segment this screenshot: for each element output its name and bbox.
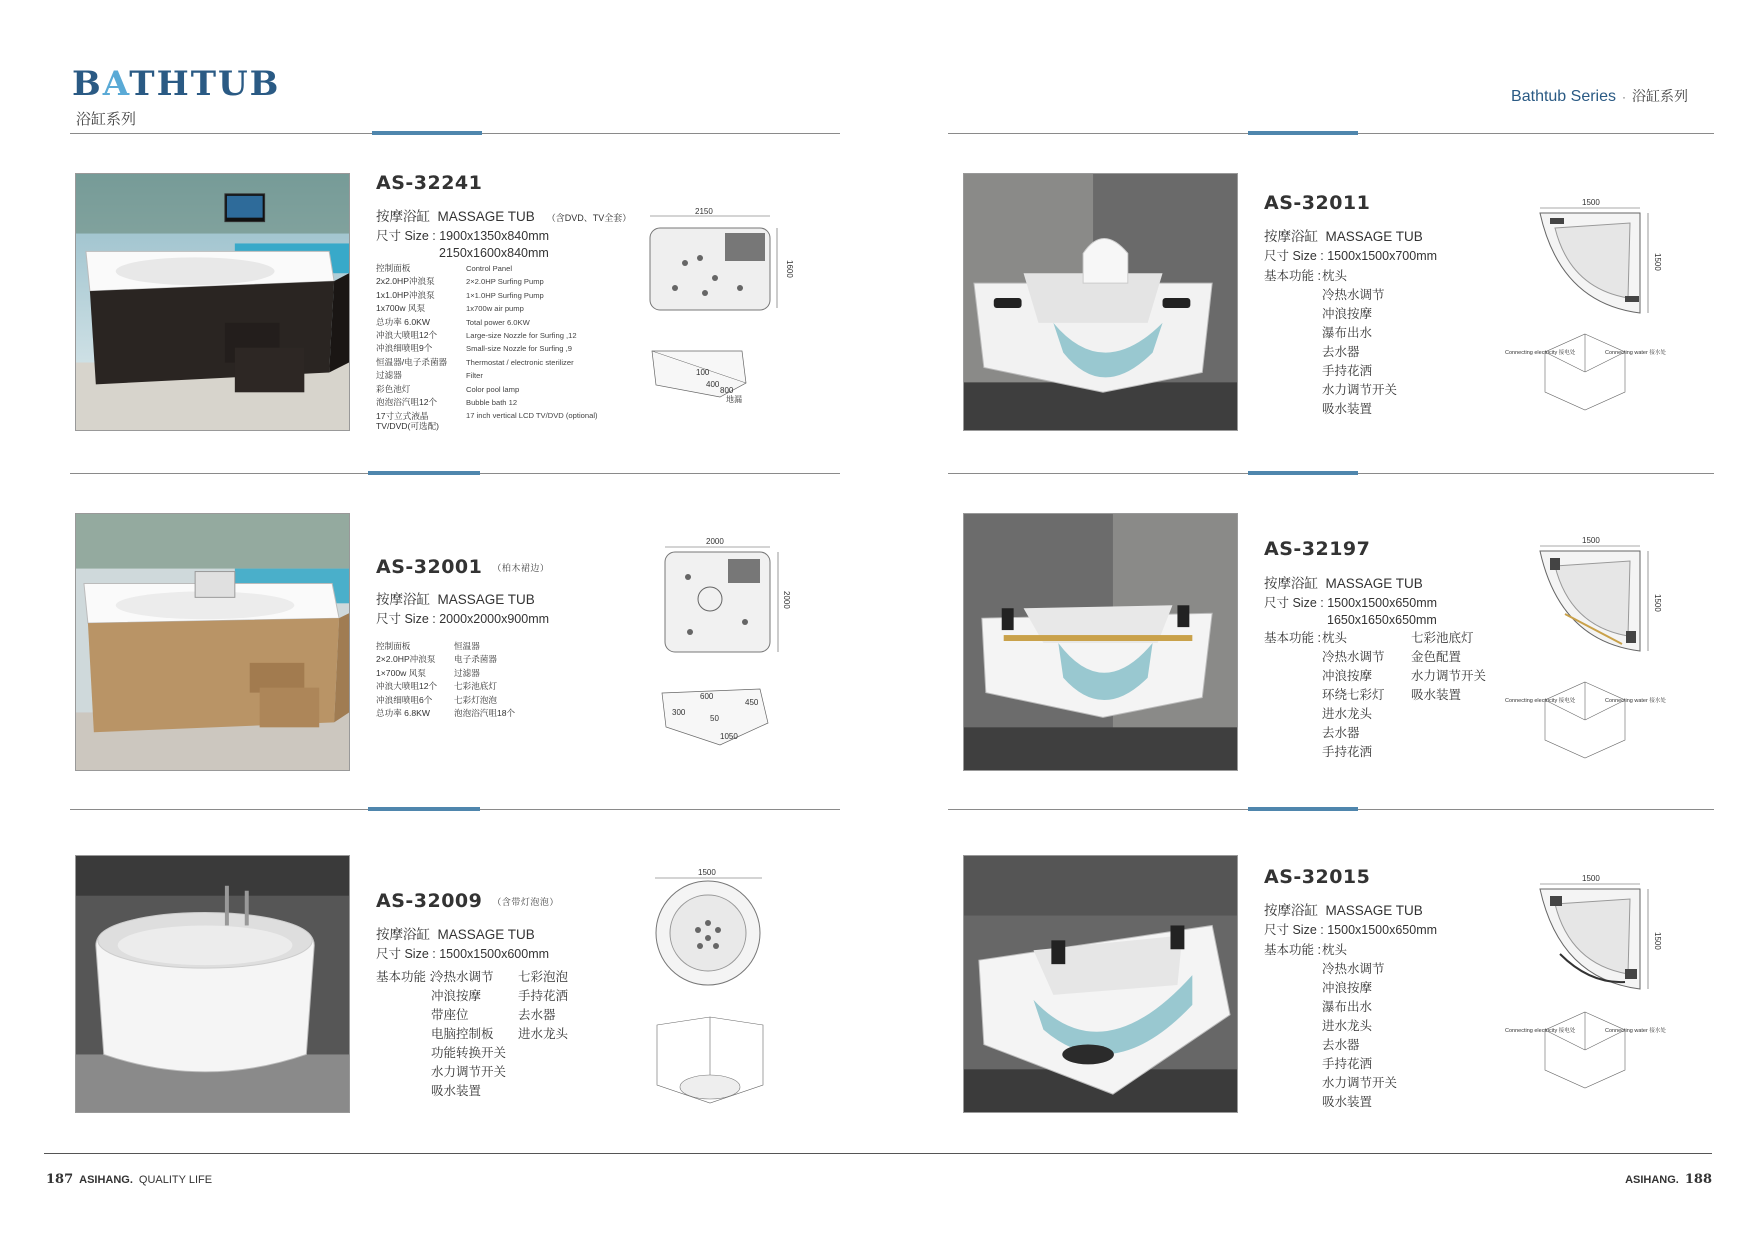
spec-cn: 泡泡浴汽咀12个 — [376, 397, 438, 408]
function-item: 枕头 — [1322, 269, 1348, 283]
product-photo-as-32241 — [75, 173, 350, 431]
spec-row — [376, 316, 636, 329]
spec-list — [376, 640, 576, 720]
spec-cn-2: 七彩池底灯 — [454, 681, 497, 692]
model-code: AS-32009 — [376, 890, 483, 912]
function-item: 带座位 — [431, 1008, 469, 1022]
spec-row — [376, 262, 636, 275]
type-cn: 按摩浴缸 — [376, 209, 430, 224]
footer-divider — [44, 1153, 1712, 1154]
series-dot: · — [1622, 90, 1626, 104]
model-number: AS-32241 — [376, 172, 483, 194]
function-item: 冲浪按摩 — [1322, 981, 1373, 995]
spec-cn: 冲浪细喷咀6个 — [376, 694, 433, 705]
spec-cn-2: 泡泡浴汽咀18个 — [454, 708, 516, 719]
model-number — [376, 556, 549, 578]
type-en: MASSAGE TUB — [1325, 903, 1423, 918]
dim-height: 1500 — [1653, 932, 1662, 950]
catalog-title — [72, 64, 280, 104]
spec-cn: 冲浪细喷咀9个 — [376, 343, 433, 354]
spec-cn: 2×2.0HP冲浪泵 — [376, 654, 436, 665]
dim-label: 1050 — [720, 732, 738, 741]
function-column — [518, 968, 568, 1044]
function-item: 瀑布出水 — [1322, 326, 1373, 340]
title-part: THTUB — [129, 64, 281, 104]
spec-row — [376, 667, 576, 680]
product-photo-as-32011 — [963, 173, 1238, 431]
title-accent-letter: A — [102, 64, 130, 104]
function-column — [431, 968, 506, 1101]
function-item: 去水器 — [1322, 345, 1360, 359]
function-item: 吸水装置 — [1322, 1095, 1373, 1109]
type-cn: 按摩浴缸 — [376, 592, 430, 607]
spec-row — [376, 369, 636, 382]
divider-accent — [372, 131, 482, 135]
divider-accent — [368, 471, 480, 475]
conn-electricity: Connecting electricity 接电处 — [1505, 350, 1576, 356]
product-type — [1264, 899, 1423, 919]
function-item: 进水龙头 — [1322, 1019, 1373, 1033]
dim-height: 1500 — [1653, 594, 1662, 612]
dim-width: 1500 — [698, 868, 716, 877]
type-en: MASSAGE TUB — [437, 592, 535, 607]
function-item: 去水器 — [1322, 1038, 1360, 1052]
function-item: 功能转换开关 — [431, 1046, 507, 1060]
dim-label: 50 — [710, 714, 719, 723]
spec-cn-2: 恒温器 — [454, 641, 480, 651]
function-item: 冷热水调节 — [1322, 962, 1385, 976]
size-label: 尺寸 Size : — [1264, 923, 1328, 937]
function-item: 吸水装置 — [1322, 402, 1373, 416]
function-item: 去水器 — [518, 1008, 556, 1022]
function-column — [1322, 941, 1397, 1112]
conn-water: Connecting water 接水处 — [1605, 1028, 1666, 1034]
dim-height: 1600 — [785, 260, 794, 278]
model-number: AS-32197 — [1264, 538, 1371, 560]
top-view-diagram — [1530, 536, 1660, 656]
product-photo-as-32015 — [963, 855, 1238, 1113]
conn-water: Connecting water 接水处 — [1605, 698, 1666, 704]
size-value: 2000x2000x900mm — [439, 612, 550, 626]
front-view-diagram — [650, 345, 750, 405]
install-diagram — [655, 1015, 765, 1105]
function-item: 环绕七彩灯 — [1322, 688, 1385, 702]
size-value: 1500x1500x600mm — [439, 947, 550, 961]
size-label: 尺寸 Size : — [1264, 596, 1328, 610]
function-item: 冲浪按摩 — [1322, 669, 1373, 683]
spec-en: Color pool lamp — [466, 384, 520, 394]
function-item: 电脑控制板 — [431, 1027, 494, 1041]
function-item: 手持花洒 — [1322, 364, 1373, 378]
size-value: 1650x1650x650mm — [1327, 613, 1437, 627]
footer-right — [1625, 1172, 1712, 1187]
brand-name: ASIHANG. — [79, 1174, 133, 1186]
spec-cn-2: 过滤器 — [454, 667, 480, 678]
size-label: 尺寸 Size : — [376, 947, 440, 961]
function-item: 水力调节开关 — [1322, 383, 1398, 397]
function-item: 枕头 — [1322, 631, 1348, 645]
dim-label: 800 — [720, 386, 734, 395]
function-label: 基本功能 : — [1264, 631, 1321, 645]
size-value: 1500x1500x650mm — [1327, 923, 1438, 937]
function-item: 冲浪按摩 — [1322, 307, 1373, 321]
dim-label: 100 — [696, 368, 710, 377]
install-diagram — [1505, 680, 1665, 760]
function-list — [376, 968, 616, 1108]
install-diagram — [1505, 332, 1665, 412]
spec-en: Thermostat / electronic sterilizer — [466, 357, 574, 367]
function-item: 吸水装置 — [1411, 688, 1462, 702]
dim-height: 1500 — [1653, 253, 1662, 271]
function-item: 七彩泡泡 — [518, 970, 569, 984]
type-en: MASSAGE TUB — [1325, 576, 1423, 591]
size-label: 尺寸 Size : — [376, 612, 440, 626]
spec-cn: 控制面板 — [376, 641, 411, 651]
function-label: 基本功能 : — [376, 970, 433, 984]
spec-row — [376, 356, 636, 369]
product-type — [1264, 572, 1423, 592]
function-item: 冷热水调节 — [1322, 650, 1385, 664]
spec-row — [376, 653, 576, 666]
function-item: 吸水装置 — [431, 1084, 482, 1098]
function-column — [1322, 629, 1385, 762]
function-item: 手持花洒 — [518, 989, 569, 1003]
spec-row — [376, 694, 576, 707]
spec-cn-2: 七彩灯泡泡 — [454, 694, 497, 705]
series-en: Bathtub Series — [1511, 88, 1616, 105]
type-en: MASSAGE TUB — [437, 927, 535, 942]
spec-row — [376, 275, 636, 288]
size-value: 1500x1500x650mm — [1327, 596, 1438, 610]
spec-row — [376, 342, 636, 355]
function-column — [1322, 267, 1397, 419]
spec-en: 1x700w air pump — [466, 304, 524, 314]
dim-width: 1500 — [1582, 536, 1600, 545]
function-item: 枕头 — [1322, 943, 1348, 957]
spec-en: 1×1.0HP Surfing Pump — [466, 290, 544, 300]
spec-en: 17 inch vertical LCD TV/DVD (optional) — [466, 411, 598, 421]
divider-accent — [1248, 131, 1358, 135]
top-view-diagram — [1530, 198, 1660, 318]
brand-slogan: QUALITY LIFE — [138, 1174, 213, 1186]
function-item: 进水龙头 — [518, 1027, 569, 1041]
function-column — [1411, 629, 1486, 705]
divider-accent — [368, 807, 480, 811]
size-label: 尺寸 Size : — [376, 229, 440, 243]
product-type — [1264, 225, 1423, 245]
page-number: 188 — [1684, 1172, 1712, 1187]
function-item: 金色配置 — [1411, 650, 1462, 664]
spec-en: Filter — [466, 371, 483, 381]
divider-accent — [1248, 807, 1358, 811]
type-cn: 按摩浴缸 — [1264, 576, 1318, 591]
top-view-diagram — [645, 208, 795, 318]
model-number: AS-32015 — [1264, 866, 1371, 888]
model-number: AS-32011 — [1264, 192, 1371, 214]
function-label: 基本功能 : — [1264, 269, 1321, 283]
dim-label: 600 — [700, 692, 714, 701]
conn-electricity: Connecting electricity 接电处 — [1505, 698, 1576, 704]
dim-label: 450 — [745, 698, 759, 707]
model-number — [376, 890, 559, 912]
spec-cn-2: 电子杀菌器 — [454, 654, 497, 665]
spec-row — [376, 396, 636, 409]
spec-cn: 总功率 6.8KW — [376, 708, 430, 719]
function-list — [1264, 941, 1484, 1121]
spec-en: Large-size Nozzle for Surfing ,12 — [466, 331, 577, 341]
spec-row — [376, 411, 636, 431]
spec-cn: 1x700w 风泵 — [376, 303, 426, 314]
function-item: 七彩池底灯 — [1411, 631, 1474, 645]
page-number: 187 — [46, 1172, 74, 1187]
series-cn: 浴缸系列 — [1632, 88, 1688, 104]
spec-cn: 1x1.0HP冲浪泵 — [376, 289, 435, 300]
function-item: 冷热水调节 — [1322, 288, 1385, 302]
spec-row — [376, 707, 576, 720]
product-type — [376, 923, 535, 943]
product-photo-as-32009 — [75, 855, 350, 1113]
model-note: （含带灯泡泡） — [492, 898, 559, 908]
top-view-diagram — [650, 868, 770, 988]
model-note: （柏木裙边） — [492, 564, 550, 574]
divider-accent — [1248, 471, 1358, 475]
size-label: 尺寸 Size : — [1264, 249, 1328, 263]
spec-row — [376, 383, 636, 396]
spec-cn: 冲浪大喷咀12个 — [376, 330, 438, 341]
spec-cn: 冲浪大喷咀12个 — [376, 681, 438, 692]
spec-row — [376, 640, 576, 653]
spec-cn: 总功率 6.0KW — [376, 316, 430, 327]
product-photo-as-32001 — [75, 513, 350, 771]
spec-cn: 控制面板 — [376, 263, 411, 273]
title-part: B — [72, 64, 103, 104]
product-size — [1264, 922, 1437, 939]
spec-cn: 1×700w 风泵 — [376, 667, 426, 678]
dim-label: 400 — [706, 380, 720, 389]
dim-label: 地漏 — [726, 395, 742, 404]
type-en: MASSAGE TUB — [1325, 229, 1423, 244]
product-type — [376, 588, 535, 608]
spec-en: Bubble bath 12 — [466, 398, 518, 408]
dim-width: 2150 — [695, 207, 713, 216]
front-view-diagram — [660, 683, 780, 753]
spec-en: Small-size Nozzle for Surfing ,9 — [466, 344, 572, 354]
catalog-subtitle: 浴缸系列 — [76, 111, 137, 128]
model-code: AS-32001 — [376, 556, 483, 578]
function-list — [1264, 629, 1544, 769]
top-view-diagram — [660, 537, 790, 657]
spec-cn: 17寸立式液晶 TV/DVD(可选配) — [376, 411, 440, 432]
function-label: 基本功能 : — [1264, 943, 1321, 957]
function-item: 瀑布出水 — [1322, 1000, 1373, 1014]
function-item: 冲浪按摩 — [431, 989, 482, 1003]
function-item: 水力调节开关 — [1411, 669, 1487, 683]
dim-height: 2000 — [782, 591, 791, 609]
spec-list — [376, 262, 636, 431]
type-note: （含DVD、TV全套） — [546, 213, 632, 223]
dim-width: 1500 — [1582, 874, 1600, 883]
spec-row — [376, 302, 636, 315]
function-item: 水力调节开关 — [1322, 1076, 1398, 1090]
spec-en: Total power 6.0KW — [466, 317, 530, 327]
dim-label: 300 — [672, 708, 686, 717]
spec-en: Control Panel — [466, 264, 513, 273]
spec-row — [376, 289, 636, 302]
function-item: 水力调节开关 — [431, 1065, 507, 1079]
conn-water: Connecting water 接水处 — [1605, 350, 1666, 356]
brand-name: ASIHANG. — [1625, 1174, 1679, 1186]
install-diagram — [1505, 1010, 1665, 1090]
function-item: 手持花洒 — [1322, 745, 1373, 759]
function-item: 冷热水调节 — [431, 970, 494, 984]
spec-cn: 过滤器 — [376, 370, 402, 381]
type-cn: 按摩浴缸 — [376, 927, 430, 942]
spec-row — [376, 680, 576, 693]
product-size — [376, 946, 549, 963]
size-value: 2150x1600x840mm — [439, 246, 549, 260]
spec-cn: 恒温器/电子杀菌器 — [376, 356, 448, 367]
product-type — [376, 205, 631, 225]
product-size — [376, 228, 549, 262]
function-item: 进水龙头 — [1322, 707, 1373, 721]
top-view-diagram — [1530, 874, 1660, 994]
type-cn: 按摩浴缸 — [1264, 903, 1318, 918]
spec-cn: 2x2.0HP冲浪泵 — [376, 276, 435, 287]
type-cn: 按摩浴缸 — [1264, 229, 1318, 244]
function-item: 手持花洒 — [1322, 1057, 1373, 1071]
size-value: 1500x1500x700mm — [1327, 249, 1438, 263]
conn-electricity: Connecting electricity 接电处 — [1505, 1028, 1576, 1034]
product-photo-as-32197 — [963, 513, 1238, 771]
function-list — [1264, 267, 1464, 427]
footer-left — [46, 1172, 212, 1187]
spec-cn: 彩色池灯 — [376, 383, 411, 394]
dim-width: 2000 — [706, 537, 724, 546]
series-tag — [1511, 86, 1688, 106]
spec-row — [376, 329, 636, 342]
function-item: 去水器 — [1322, 726, 1360, 740]
dim-width: 1500 — [1582, 198, 1600, 207]
type-en: MASSAGE TUB — [437, 209, 535, 224]
product-size — [376, 611, 549, 628]
product-size — [1264, 595, 1437, 629]
product-size — [1264, 248, 1437, 265]
spec-en: 2×2.0HP Surfing Pump — [466, 277, 544, 287]
size-value: 1900x1350x840mm — [439, 229, 550, 243]
